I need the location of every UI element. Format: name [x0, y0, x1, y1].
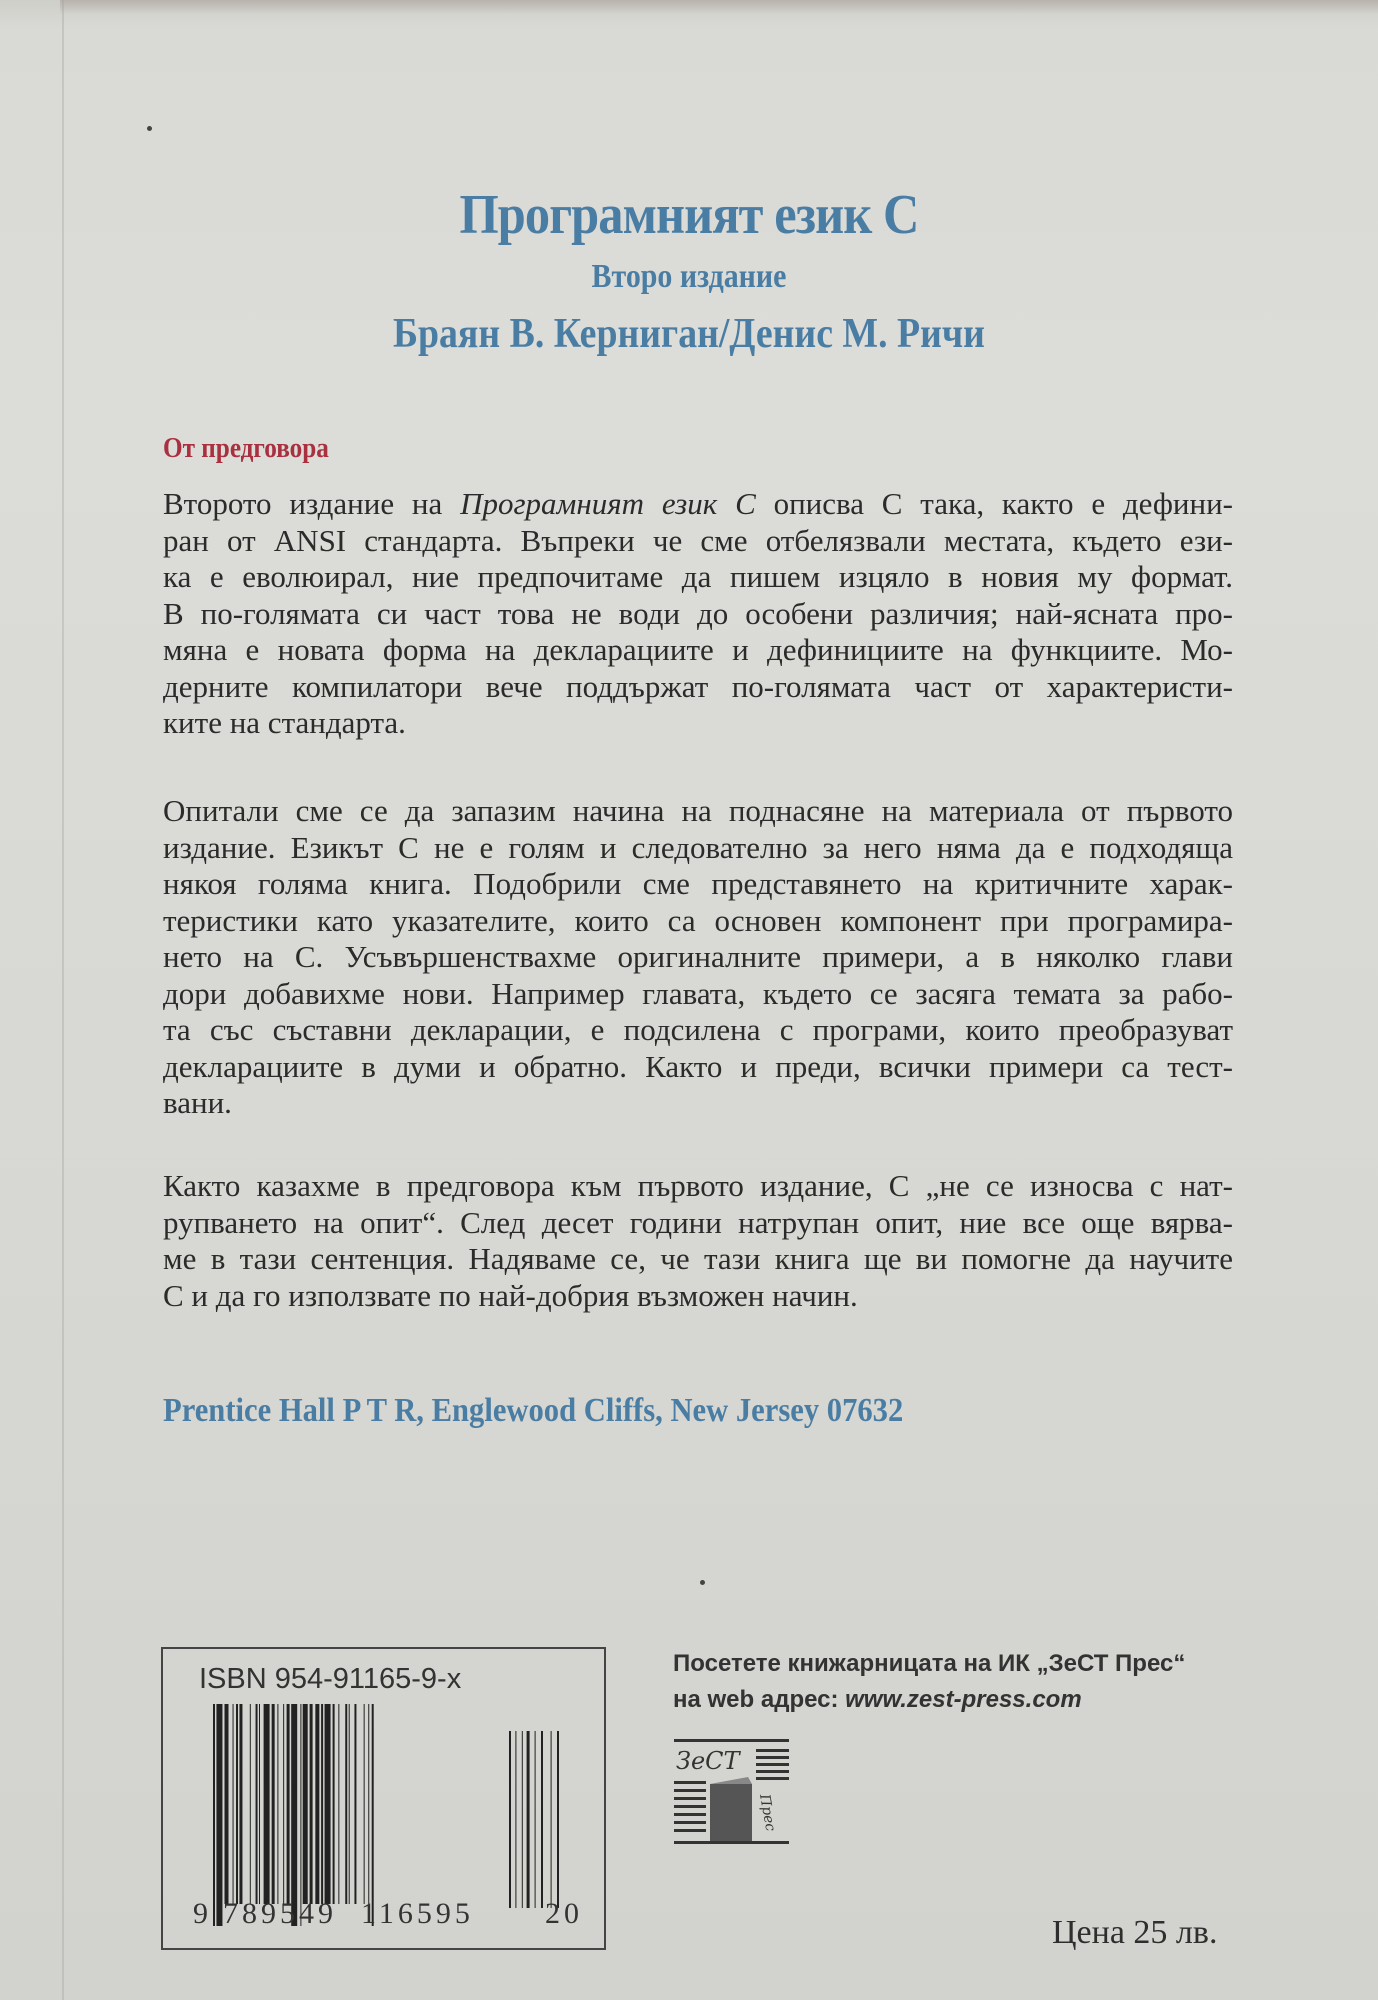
barcode-block	[161, 1647, 606, 1950]
svg-text:ЗеСТ: ЗеСТ	[676, 1747, 740, 1775]
preface-paragraph-2	[163, 793, 1233, 1122]
isbn-label: ISBN 954-91165-9-x	[199, 1663, 462, 1695]
text-line: рупването на опит“. След десет години натрупан опит, ние все още вярва-	[163, 1204, 1233, 1240]
barcode-bar	[345, 1704, 347, 1904]
barcode-bar	[250, 1704, 251, 1904]
cover-edge-stain	[60, 0, 1378, 14]
text-line: нето на C. Усъвършенствахме оригиналните примери, а в няколко глави	[163, 939, 1233, 974]
speck	[700, 1580, 705, 1585]
barcode-bar	[291, 1704, 297, 1926]
barcode-bar	[368, 1704, 369, 1904]
publisher-address: Prentice Hall P T R, Englewood Cliffs, New Jersey 07632	[163, 1392, 904, 1429]
text-line: някоя голяма книга. Подобрили сме представянето на критичните харак-	[163, 866, 1233, 901]
book-authors: Браян В. Керниган/Денис М. Ричи	[393, 311, 985, 357]
barcode-bar	[333, 1704, 335, 1904]
price-label: Цена 25 лв.	[1052, 1914, 1218, 1951]
text-line: В по-голямата си част това не води до особени различия; най-ясната про-	[163, 595, 1233, 631]
barcode-bar	[321, 1704, 323, 1904]
barcode-bar	[216, 1704, 222, 1926]
barcode-addon-bar	[557, 1731, 559, 1908]
book-title: Програмният език C	[459, 184, 919, 246]
barcode-bar	[310, 1704, 313, 1904]
text-line: ран от ANSI стандарта. Въпреки че сме отбелязвали местата, където ези-	[163, 522, 1233, 558]
barcode-bar	[239, 1704, 242, 1904]
text-line: вани.	[163, 1085, 232, 1120]
barcode-bar	[264, 1704, 270, 1904]
svg-text:Прес: Прес	[756, 1792, 779, 1833]
bookstore-url-link[interactable]: www.zest-press.com	[845, 1686, 1082, 1713]
barcode-bar	[338, 1704, 339, 1904]
text-line: издание. Езикът C не е голям и следователно за него няма да е подходяща	[163, 829, 1233, 865]
barcode-bar	[287, 1704, 290, 1904]
text-line: та със съставни декларации, е подсилена с програми, които преобразуват	[163, 1012, 1233, 1047]
text-line: дори добавихме нови. Например главата, където се засяга темата за рабо-	[163, 975, 1233, 1011]
text-line: Опитали сме се да запазим начина на поднасяне на материала от първото	[163, 793, 1233, 828]
barcode-bar	[364, 1704, 365, 1904]
barcode-bar	[272, 1704, 275, 1904]
bookstore-line-2	[673, 1682, 1185, 1718]
barcode-addon-bar	[535, 1731, 536, 1908]
barcode-addon-bar	[522, 1731, 523, 1908]
barcode-digits-group-1: 789549	[223, 1897, 337, 1930]
barcode-bar	[300, 1704, 301, 1926]
barcode-bar	[354, 1704, 356, 1904]
text-line: ка е еволюирал, ние предпочитаме да пишем изцяло в новия му формат.	[163, 559, 1233, 594]
barcode-addon-bar	[509, 1731, 511, 1908]
text-line: Второто издание на Програмният език C описва C така, както е дефини-	[163, 486, 1233, 521]
barcode-bar	[213, 1704, 215, 1926]
barcode-bar	[283, 1704, 284, 1904]
cover-fold-line	[62, 0, 64, 2000]
book-edition: Второ издание	[591, 258, 787, 295]
barcode-bar	[256, 1704, 258, 1904]
preface-paragraph-3	[163, 1168, 1233, 1314]
barcode-bar	[315, 1704, 319, 1904]
barcode-bars	[213, 1704, 493, 1926]
italic-book-title: Програмният език C	[460, 486, 756, 521]
text-line: ките на стандарта.	[163, 705, 406, 740]
barcode-bar	[225, 1704, 229, 1904]
barcode-bar	[325, 1704, 331, 1904]
text-line: ме в тази сентенция. Надяваме се, че тази книга ще ви помогне да научите	[163, 1241, 1233, 1276]
barcode-addon-bar	[527, 1731, 530, 1908]
preface-heading: От предговора	[163, 433, 329, 464]
preface-paragraph-1	[163, 486, 1233, 742]
barcode-addon-bar	[541, 1731, 543, 1908]
barcode-digits-group-2: 116595	[361, 1897, 474, 1930]
bookstore-url-prefix: на web адрес:	[673, 1686, 846, 1713]
barcode-bar	[349, 1704, 350, 1904]
text-line: дерните компилатори вече поддържат по-голямата част от характеристи-	[163, 668, 1233, 704]
text-line: мяна е новата форма на декларациите и дефинициите на функциите. Мо-	[163, 632, 1233, 667]
barcode-bar	[236, 1704, 238, 1904]
zest-press-logo-icon	[674, 1737, 794, 1847]
text-line: декларациите в думи и обратно. Както и преди, всички примери са тест-	[163, 1048, 1233, 1084]
bookstore-notice	[673, 1646, 1185, 1718]
barcode-digit-first: 9	[193, 1897, 212, 1930]
barcode-bar	[277, 1704, 278, 1904]
barcode-bar	[259, 1704, 260, 1904]
barcode-bar	[372, 1704, 374, 1926]
speck	[147, 126, 152, 131]
text-line: Както казахме в предговора към първото издание, C „не се износва с нат-	[163, 1168, 1233, 1203]
text-line: теристики като указателите, които са основен компонент при програмира-	[163, 902, 1233, 938]
barcode-addon-digits: 20	[545, 1897, 583, 1930]
bookstore-line-1: Посетете книжарницата на ИК „ЗеСТ Прес“	[673, 1650, 1186, 1677]
barcode-addon-bars	[509, 1731, 571, 1908]
barcode-bar	[303, 1704, 308, 1904]
barcode-addon-bar	[551, 1731, 552, 1908]
text-line: C и да го използвате по най-добрия възможен начин.	[163, 1277, 858, 1313]
barcode-addon-bar	[515, 1731, 516, 1908]
barcode-bar	[233, 1704, 234, 1904]
